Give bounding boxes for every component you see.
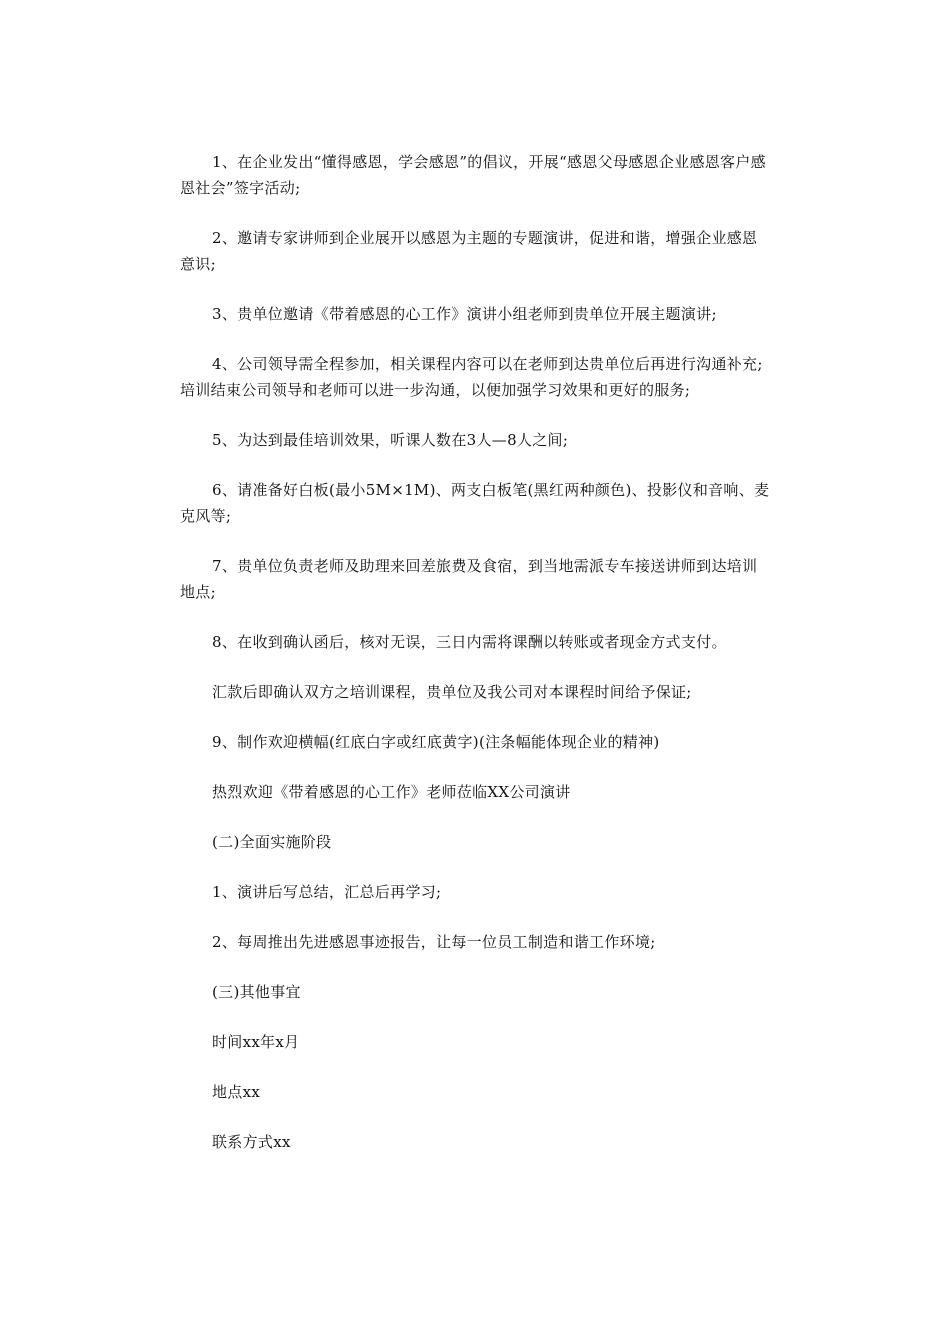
paragraph-remittance-note: 汇款后即确认双方之培训课程，贵单位及我公司对本课程时间给予保证; xyxy=(212,683,692,701)
paragraph-item-8: 8、在收到确认函后，核对无误，三日内需将课酬以转账或者现金方式支付。 xyxy=(212,633,727,651)
section-heading-other: (三)其他事宜 xyxy=(212,983,301,1001)
paragraph-banner-text: 热烈欢迎《带着感恩的心工作》老师莅临XX公司演讲 xyxy=(212,783,571,801)
paragraph-implementation-2: 2、每周推出先进感恩事迹报告，让每一位员工制造和谐工作环境; xyxy=(212,933,656,951)
paragraph-item-9: 9、制作欢迎横幅(红底白字或红底黄字)(注条幅能体现企业的精神) xyxy=(212,733,660,751)
section-heading-implementation: (二)全面实施阶段 xyxy=(212,833,332,851)
paragraph-location: 地点xx xyxy=(212,1083,261,1101)
paragraph-item-2: 2、邀请专家讲师到企业展开以感恩为主题的专题演讲，促进和谐，增强企业感恩意识; xyxy=(180,229,758,273)
paragraph-item-6: 6、请准备好白板(最小5M×1M)、两支白板笔(黑红两种颜色)、投影仪和音响、麦克风等; xyxy=(180,481,770,525)
paragraph-contact: 联系方式xx xyxy=(212,1133,291,1151)
paragraph-item-3: 3、贵单位邀请《带着感恩的心工作》演讲小组老师到贵单位开展主题演讲; xyxy=(212,305,717,323)
document-body xyxy=(180,149,772,1155)
paragraph-item-7: 7、贵单位负责老师及助理来回差旅费及食宿，到当地需派专车接送讲师到达培训地点; xyxy=(180,557,758,601)
paragraph-item-4: 4、公司领导需全程参加，相关课程内容可以在老师到达贵单位后再进行沟通补充;培训结束公司领导和老师可以进一步沟通，以便加强学习效果和更好的服务; xyxy=(180,355,763,399)
paragraph-time: 时间xx年x月 xyxy=(212,1033,300,1051)
paragraph-item-1: 1、在企业发出“懂得感恩，学会感恩”的倡议，开展“感恩父母感恩企业感恩客户感恩社会”签字活动; xyxy=(180,153,766,197)
paragraph-implementation-1: 1、演讲后写总结，汇总后再学习; xyxy=(212,883,442,901)
paragraph-item-5: 5、为达到最佳培训效果，听课人数在3人—8人之间; xyxy=(212,431,569,449)
